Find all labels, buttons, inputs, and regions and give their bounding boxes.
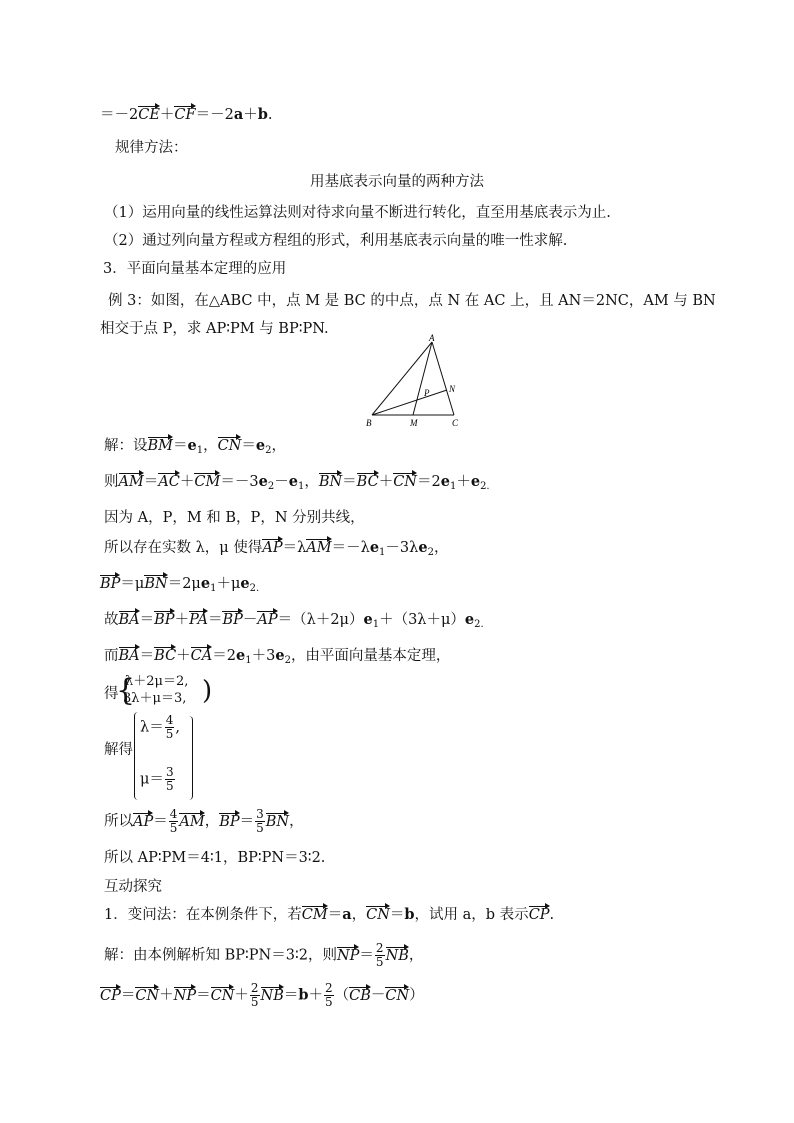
example-3-text-line1: 例 3：如图，在△ABC 中，点 M 是 BC 的中点，点 N 在 AC 上，且 AN＝2NC，AM 与 BN	[108, 293, 716, 309]
top-equation-line: ＝－2CE＋CF＝－2a＋b.	[100, 106, 273, 123]
ba-expression: 故$BA=BP+PA=BP-AP=(\lambda+2\mu)e_1+(3\lambda+\mu)e_{2.}$	[104, 611, 484, 630]
ratio-result: 所以 AP∶PM＝4∶1，BP∶PN＝3∶2.	[104, 850, 326, 866]
label-P: P	[424, 388, 430, 398]
section-center-title: 用基底表示向量的两种方法	[310, 174, 484, 190]
exist-lambda-mu: 所以存在实数 λ，μ 使得$AP=\lambda AM=-\lambda e_1-3\lambda e_2$，	[104, 539, 449, 558]
explore-heading: 互动探究	[104, 879, 162, 895]
question-1: 1．变问法：在本例条件下，若CM＝a，CN＝b，试用 a，b 表示CP.	[104, 906, 555, 923]
get-word: 得	[104, 686, 119, 702]
right-paren-2	[186, 716, 193, 800]
ba-basis-theorem: 而$BA=BC+CA=2e_1+3e_2$，由平面向量基本定理，	[104, 647, 451, 666]
method-2-text: （2）通过列向量方程或方程组的形式，利用基底表示向量的唯一性求解.	[104, 233, 568, 249]
label-M: M	[410, 418, 418, 428]
label-C: C	[452, 418, 459, 428]
lambda-solution: λ＝ $\frac{4}{5}$ ,	[140, 713, 180, 741]
solution-am-bn: 则$AM=AC+CM=-3e_2-e_1$，$BN=BC+CN=2e_1+e_{2.}$	[104, 473, 490, 492]
method-1-text: （1）运用向量的线性运算法则对待求向量不断进行转化，直至用基底表示为止.	[104, 205, 611, 221]
triangle-figure	[362, 332, 462, 432]
label-A: A	[429, 333, 435, 343]
label-B: B	[366, 418, 372, 428]
ap-bp-result: 所以AP＝ $\frac{4}{5}$ AM，BP＝ $\frac{3}{5}$ BN，	[104, 807, 304, 835]
question-1-solution: 解：由本例解析知 BP∶PN＝3∶2，则NP＝ $\frac{2}{5}$ NB，	[104, 941, 424, 969]
example-3-text-line2: 相交于点 P，求 AP∶PM 与 BP∶PN.	[100, 321, 329, 337]
left-brace-1: {	[116, 673, 136, 708]
mu-solution: μ＝ $\frac{3}{5}$	[140, 765, 174, 793]
section-3-heading: 3．平面向量基本定理的应用	[103, 261, 287, 277]
bp-mu-bn: $BP=\mu BN=2\mu e_1+\mu e_{2.}$	[100, 575, 260, 594]
solve-word: 解得	[104, 742, 133, 758]
law-method-label: 规律方法：	[115, 140, 188, 156]
system-eq-line2: 3λ＋μ＝3,	[123, 691, 187, 706]
label-N: N	[449, 384, 456, 394]
system-eq-line1: λ＋2μ＝2,	[125, 674, 189, 689]
right-paren-1: )	[202, 676, 213, 706]
collinear-text: 因为 A，P，M 和 B，P，N 分别共线，	[104, 510, 365, 526]
cp-expression: CP＝CN＋NP＝CN＋ $\frac{2}{5}$ NB＝b＋ $\frac{2}{5}$ （CB－CN）	[100, 981, 424, 1009]
solution-setup: 解：设$BM=e_1$，$CN=e_2$，	[104, 437, 287, 456]
